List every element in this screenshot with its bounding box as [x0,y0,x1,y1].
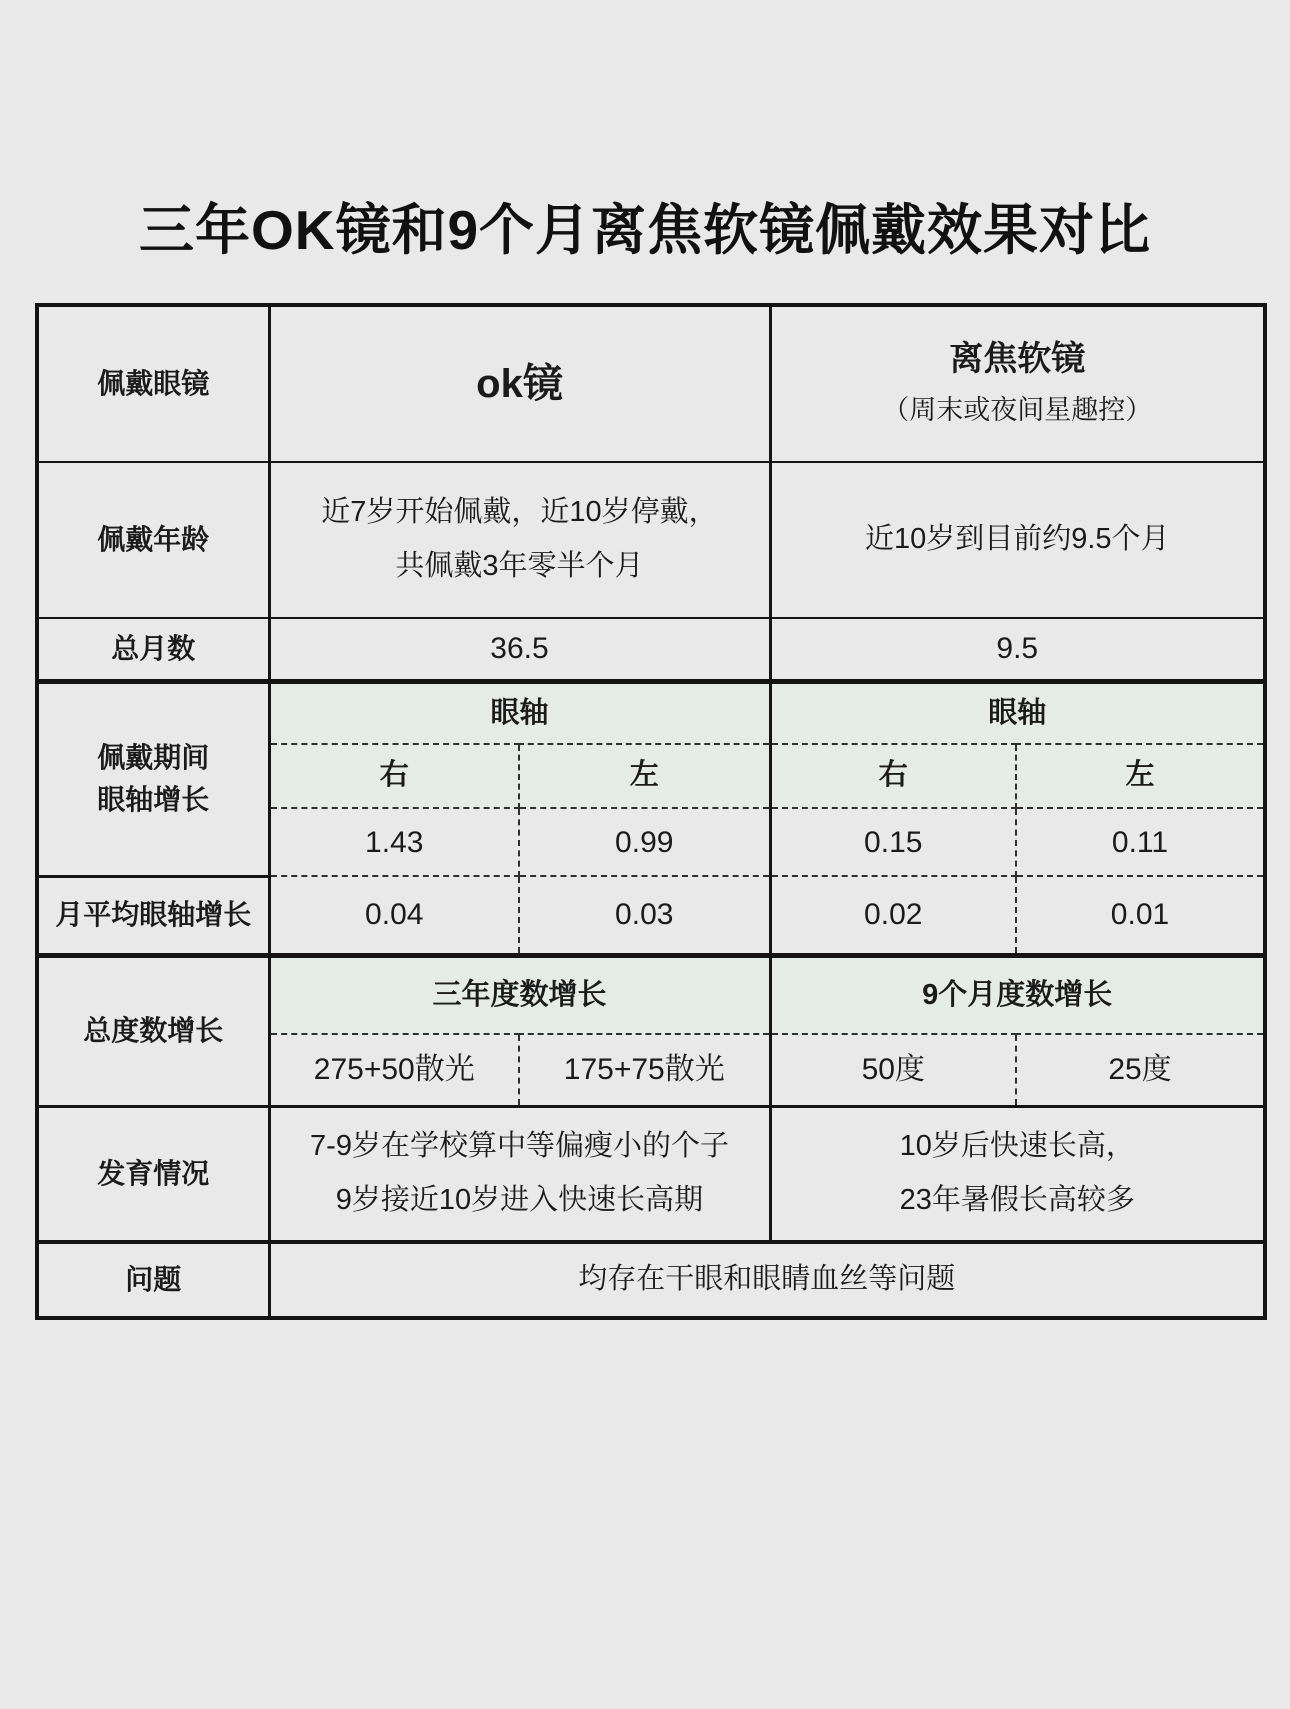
ok-axial-header: 眼轴 [269,681,770,744]
soft-degree-header: 9个月度数增长 [770,955,1265,1034]
cell-soft-age: 近10岁到目前约9.5个月 [770,462,1265,618]
soft-axial-header: 眼轴 [770,681,1265,744]
soft-lens-subtitle: （周末或夜间星趣控） [882,395,1153,425]
ok-age-line2: 共佩戴3年零半个月 [395,550,644,582]
ok-degree-header: 三年度数增长 [269,955,770,1034]
cell-soft-degree-right: 50度 [770,1034,1016,1106]
row-label-axial-growth [37,681,269,876]
table-row [37,876,1265,955]
cell-soft-development [770,1106,1265,1242]
cell-soft-monthly-left: 0.01 [1016,876,1265,955]
row-label-monthly-axial: 月平均眼轴增长 [37,876,269,955]
cell-soft-monthly-right: 0.02 [770,876,1016,955]
soft-subheader-left: 左 [1016,744,1265,808]
ok-development-line2: 9岁接近10岁进入快速长高期 [335,1183,704,1216]
axial-label-line2: 眼轴增长 [97,784,210,815]
table-row [37,618,1265,681]
ok-subheader-right: 右 [269,744,519,808]
cell-ok-total-months: 36.5 [269,618,770,681]
row-label-total-months: 总月数 [37,618,269,681]
cell-ok-axial-right: 1.43 [269,808,519,876]
soft-development-line1: 10岁后快速长高， [899,1130,1135,1163]
cell-ok-age [269,462,770,618]
row-label-glasses: 佩戴眼镜 [37,305,269,462]
table-row [37,681,1265,744]
soft-development-line2: 23年暑假长高较多 [899,1183,1135,1216]
cell-ok-degree-left: 175+75散光 [519,1034,770,1106]
table-row [37,462,1265,618]
table-row [37,1242,1265,1318]
cell-issues-value: 均存在干眼和眼睛血丝等问题 [578,1263,956,1296]
axial-label-line1: 佩戴期间 [97,742,210,773]
row-label-age: 佩戴年龄 [37,462,269,618]
cell-ok-axial-left: 0.99 [519,808,770,876]
ok-development-line1: 7-9岁在学校算中等偏瘦小的个子 [310,1130,729,1163]
cell-ok-monthly-right: 0.04 [269,876,519,955]
cell-soft-lens-name [770,305,1265,462]
cell-soft-degree-left: 25度 [1016,1034,1265,1106]
row-label-issues: 问题 [37,1242,269,1318]
ok-age-line1: 近7岁开始佩戴，近10岁停戴， [321,496,718,529]
table-row [37,955,1265,1034]
cell-ok-degree-right: 275+50散光 [269,1034,519,1106]
page-title: 三年OK镜和9个月离焦软镜佩戴效果对比 [138,199,1152,261]
row-label-degree-growth: 总度数增长 [37,955,269,1106]
table-row [37,1106,1265,1242]
cell-ok-monthly-left: 0.03 [519,876,770,955]
soft-subheader-right: 右 [770,744,1016,808]
cell-soft-axial-left: 0.11 [1016,808,1265,876]
table-row [37,305,1265,462]
ok-subheader-left: 左 [519,744,770,808]
soft-lens-title: 离焦软镜 [949,339,1086,378]
row-label-development: 发育情况 [37,1106,269,1242]
cell-soft-total-months: 9.5 [770,618,1265,681]
comparison-table [35,303,1267,1320]
cell-ok-lens-name: ok镜 [269,305,770,462]
cell-ok-development [269,1106,770,1242]
cell-soft-axial-right: 0.15 [770,808,1016,876]
